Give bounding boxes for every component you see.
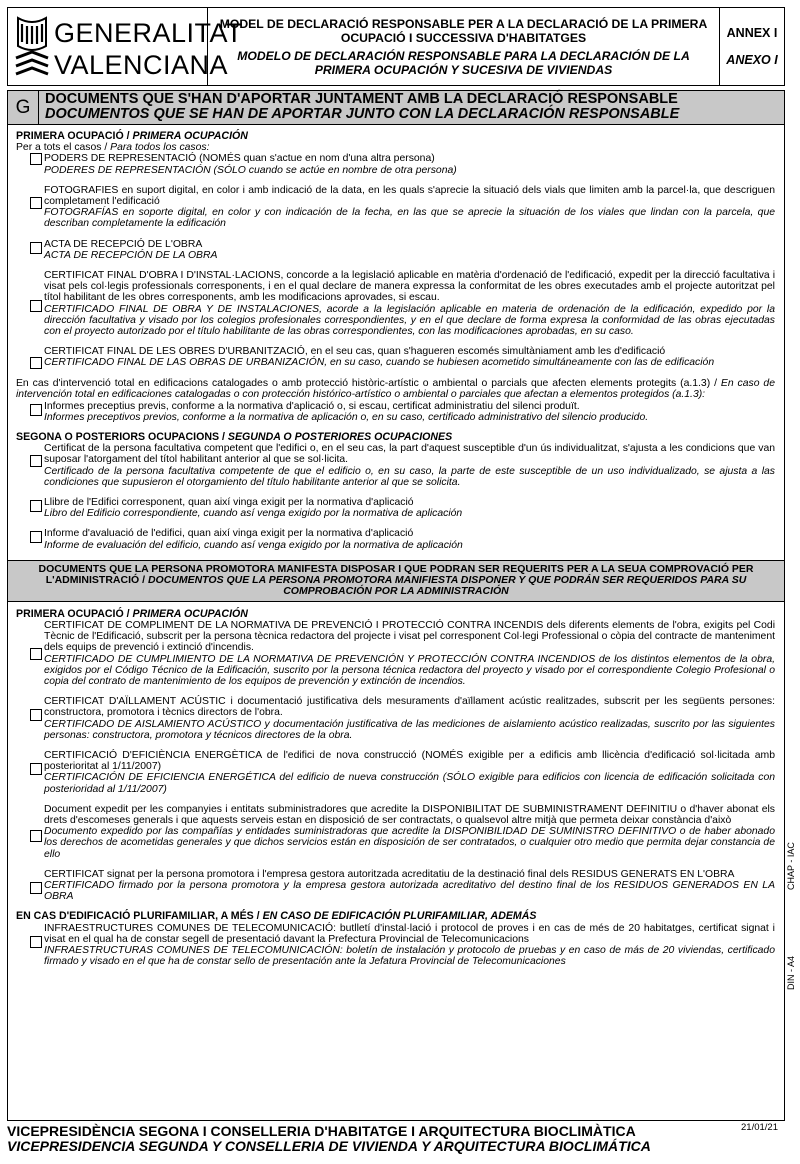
section-header: [8, 91, 784, 125]
doc-item-poderes: PODERS DE REPRESENTACIÓ (NOMÉS quan s'actue en nom d'una altra persona) PODERES DE REPRESENTACIÓN (SÓLO cuando se actúe en nombre de otra persona): [30, 153, 775, 175]
doc-item-certificado-final-obra: CERTIFICAT FINAL D'OBRA I D'INSTAL·LACIONS, concorde a la legislació aplicable en matèria d'ordenació de l'edificació, expedit per la direcció facultativa i visat pels col·legis professionals corresponents, i en el qual declare de manera expressa la conformitat de les obres executades amb el projecte autoritzat pel títol habilitant de les obres corresponents, amb les modificacions aprovades, si escau. CERTIFICADO FINAL DE OBRA Y DE INSTALACIONES, acorde a la legislación aplicable en materia de ordenación de la edificación, expedido por la dirección facultativa y visado por los colegios profesionales correspondientes, y en el que declare de forma expresa la conformidad de las obras ejecutadas con el proyecto autorizado por el título habilitante de las obras correspondientes, con las modificaciones aprobadas, en su caso.: [30, 270, 775, 337]
title-valencian: MODEL DE DECLARACIÓ RESPONSABLE PER A LA DECLARACIÓ DE LA PRIMERA OCUPACIÓ I SUCCESSIVA D'HABITATGES: [219, 16, 708, 45]
doc-item-urbanizacion: CERTIFICAT FINAL DE LES OBRES D'URBANITZACIÓ, en el seu cas, quan s'hagueren escomés simultàniament amb les d'edificació CERTIFICADO FINAL DE LAS OBRAS DE URBANIZACIÓN, en su caso, cuando se hubiesen acometido simultáneamente con las de edificación: [30, 346, 775, 369]
logo-line-2: VALENCIANA: [54, 50, 229, 80]
checkbox[interactable]: [30, 531, 42, 543]
intro-catalogadas: En cas d'intervenció total en edificacions catalogades o amb protecció històric-artístic o ambiental o parcials que afecten elements protegits (a.1.3) / En caso de intervención total en edificaciones catalogadas o con protección histórico-artístico o ambiental o parciales que afectan a elementos protegidos (a.1.3):: [16, 378, 775, 401]
logo-line-1: GENERALITAT: [54, 18, 244, 48]
checkbox[interactable]: [30, 500, 42, 512]
form-title: [208, 8, 720, 85]
doc-item-aislamiento-acustico: CERTIFICAT D'AÏLLAMENT ACÚSTIC i documentació justificativa dels mesuraments d'aïllament acústic realitzades, subscrit per les següents persones: constructora, promotora i tècnics directors de l'obra. CERTIFICADO DE AISLAMIENTO ACÚSTICO y documentación justificativa de las mediciones de aislamiento acústico realizadas, suscrito por las siguientes personas: constructora, promotora y técnicos directores de la obra.: [30, 696, 775, 741]
doc-item-fotografias: FOTOGRAFIES en suport digital, en color i amb indicació de la data, en les quals s'aprecie la situació dels vials que limiten amb la parcel·la, que descriguen completament l'edificació FOTOGRAFÍAS en soporte digital, en color y con indicación de la fecha, en las que se aprecie la situación de los viales que lindan con la parcela, que describan completamente la edificación: [30, 185, 775, 230]
checkbox[interactable]: [30, 648, 42, 660]
checkbox[interactable]: [30, 404, 42, 416]
footer-date: 21/01/21: [741, 1122, 778, 1133]
doc-item-informe-evaluacion: Informe d'avaluació de l'edifici, quan així vinga exigit per la normativa d'aplicació Informe de evaluación del edificio, cuando así venga exigido por la normativa de aplicación: [30, 528, 775, 550]
subheading-plurifamiliar: EN CAS D'EDIFICACIÓ PLURIFAMILIAR, A MÉS / EN CASO DE EDIFICACIÓN PLURIFAMILIAR, ADEMÁS: [16, 910, 537, 923]
logo: [8, 8, 244, 85]
checkbox[interactable]: [30, 882, 42, 894]
side-code-chap: CHAP - IAC: [786, 842, 796, 890]
footer-department-valencian: VICEPRESIDÈNCIA SEGONA I CONSELLERIA D'HABITATGE I ARQUITECTURA BIOCLIMÀTICA: [7, 1123, 636, 1139]
subheading-primera-2: PRIMERA OCUPACIÓ / PRIMERA OCUPACIÓN: [16, 607, 248, 620]
doc-item-incendios: CERTIFICAT DE COMPLIMENT DE LA NORMATIVA DE PREVENCIÓ I PROTECCIÓ CONTRA INCENDIS dels diferents elements de l'obra, exigits pel Codi Tècnic de l'Edificació, subscrit per la persona tècnica redactora del projecte i visat pel corresponent Col·legi Professional o còpia del contracte de manteniment dels equips de prevenció i extinció d'incendis. CERTIFICADO DE CUMPLIMIENTO DE LA NORMATIVA DE PREVENCIÓN Y PROTECCIÓN CONTRA INCENDIOS de los distintos elementos de la obra, exigidos por el Código Técnico de la Edificación, suscrito por la persona técnica redactora del proyecto y visado por el correspondiente Colegio Profesional o copia del contrato de mantenimiento de los equipos de prevención y extinción de incendios.: [30, 620, 775, 687]
checkbox[interactable]: [30, 763, 42, 775]
checkbox[interactable]: [30, 455, 42, 467]
checkbox[interactable]: [30, 300, 42, 312]
title-spanish: MODELO DE DECLARACIÓN RESPONSABLE PARA LA DECLARACIÓN DE LA PRIMERA OCUPACIÓN Y SUCESIVA DE VIVIENDAS: [237, 48, 690, 77]
annex-label: [720, 8, 784, 85]
form-header: [7, 7, 785, 86]
side-code-din: DIN - A4: [786, 955, 796, 990]
generalitat-emblem-icon: [14, 16, 50, 80]
doc-item-acta-recepcion: ACTA DE RECEPCIÓ DE L'OBRA ACTA DE RECEPCIÓN DE LA OBRA: [30, 239, 775, 261]
band-promotora-documents: DOCUMENTS QUE LA PERSONA PROMOTORA MANIFESTA DISPOSAR I QUE PODRAN SER REQUERITS PER A LA SEUA COMPROVACIÓ PER L'ADMINISTRACIÓ / DOCUMENTOS QUE LA PERSONA PROMOTORA MANIFIESTA DISPONER Y QUE PODRÁN SER REQUERIDOS PARA SU COMPROBACIÓN POR LA ADMINISTRACIÓN: [8, 560, 784, 602]
section-title-valencian: DOCUMENTS QUE S'HAN D'APORTAR JUNTAMENT AMB LA DECLARACIÓ RESPONSABLE: [45, 91, 678, 107]
intro-all-cases: Per a tots el casos / Para todos los casos:: [16, 142, 210, 154]
doc-item-residuos: CERTIFICAT signat per la persona promotora i l'empresa gestora autoritzada acreditatiu de la destinació final dels RESIDUS GENERATS EN L'OBRA CERTIFICADO firmado por la persona promotora y la empresa gestora autorizada acreditativo del destino final de los RESIDUOS GENERADOS EN LA OBRA: [30, 869, 775, 903]
checkbox[interactable]: [30, 242, 42, 254]
checkbox[interactable]: [30, 357, 42, 369]
section-g: [7, 90, 785, 1121]
section-letter: G: [8, 91, 39, 124]
subheading-segona: SEGONA O POSTERIORS OCUPACIONS / SEGUNDA O POSTERIORES OCUPACIONES: [16, 431, 453, 444]
checkbox[interactable]: [30, 936, 42, 948]
annex-spanish: ANEXO I: [726, 53, 778, 67]
doc-item-suministro: Document expedit per les companyies i entitats subministradores que acredite la DISPONIBILITAT DE SUBMINISTRAMENT DEFINITIU o d'haver abonat els drets d'escomeses generals i que aquests serveis estan en disposició de ser contractats, o qualsevol altre mitjà que permeta deixar constància d'això Documento expedido por las compañías y entidades suministradoras que acredite la DISPONIBILIDAD DE SUMINISTRO DEFINITIVO o de haber abonado los derechos de acometidas generales y que dichos servicios están en disposición de ser contratados, o cualquier otro medio que permita dejar constancia de ello: [30, 804, 775, 860]
subheading-primera: PRIMERA OCUPACIÓ / PRIMERA OCUPACIÓN: [16, 130, 248, 142]
checkbox[interactable]: [30, 709, 42, 721]
doc-item-certificado-facultativo: Certificat de la persona facultativa competent que l'edifici o, en el seu cas, la part d'aquest susceptible d'un ús individualitzat, s'ajusta a les condicions que van suposar l'atorgament del títol habilitant anterior al que se sol·licita. Certificado de la persona facultativa competente de que el edificio o, en su caso, la parte de este susceptible de un uso individualizado, se ajusta a las condiciones que supusieron el otorgamiento del título habilitante anterior al que se solicita.: [30, 443, 775, 488]
section-title-spanish: DOCUMENTOS QUE SE HAN DE APORTAR JUNTO CON LA DECLARACIÓN RESPONSABLE: [45, 106, 680, 122]
doc-item-libro-edificio: Llibre de l'Edifici corresponent, quan així vinga exigit per la normativa d'aplicació Libro del Edificio correspondiente, cuando así venga exigido por la normativa de aplicación: [30, 497, 775, 519]
annex-valencian: ANNEX I: [726, 26, 778, 40]
checkbox[interactable]: [30, 197, 42, 209]
checkbox[interactable]: [30, 830, 42, 842]
doc-item-telecomunicaciones: INFRAESTRUCTURES COMUNES DE TELECOMUNICACIÓ: butlletí d'instal·lació i protocol de proves i en cas de més de 20 habitatges, certificat signat i visat en el qual ha de constar segell de presentació davant la Prefectura Provincial de Telecomunicacions INFRAESTRUCTURAS COMUNES DE TELECOMUNICACIÓN: boletín de instalación y protocolo de pruebas y en caso de más de 20 viviendas, certificado firmado y visado en el que ha de constar sello de presentación ante la Jefatura Provincial de Telecomunicaciones: [30, 923, 775, 968]
footer-department-spanish: VICEPRESIDENCIA SEGUNDA Y CONSELLERIA DE VIVIENDA Y ARQUITECTURA BIOCLIMÁTICA: [7, 1138, 651, 1154]
doc-item-informes-preceptivos: Informes preceptius previs, conforme a la normativa d'aplicació o, si escau, certificat administratiu del silenci produït. Informes preceptivos previos, conforme a la normativa de aplicación o, en su caso, certificado administrativo del silencio producido.: [30, 401, 775, 423]
checkbox[interactable]: [30, 153, 42, 165]
doc-item-eficiencia-energetica: CERTIFICACIÓ D'EFICIÈNCIA ENERGÈTICA de l'edifici de nova construcció (NOMÉS exigible per a edificis amb llicència d'edificació sol·licitada amb posterioritat al 1/11/2007) CERTIFICACIÓN DE EFICIENCIA ENERGÉTICA del edificio de nueva construcción (SÓLO exigible para edificios con licencia de edificación solicitada con posterioridad al 1/11/2007): [30, 750, 775, 795]
